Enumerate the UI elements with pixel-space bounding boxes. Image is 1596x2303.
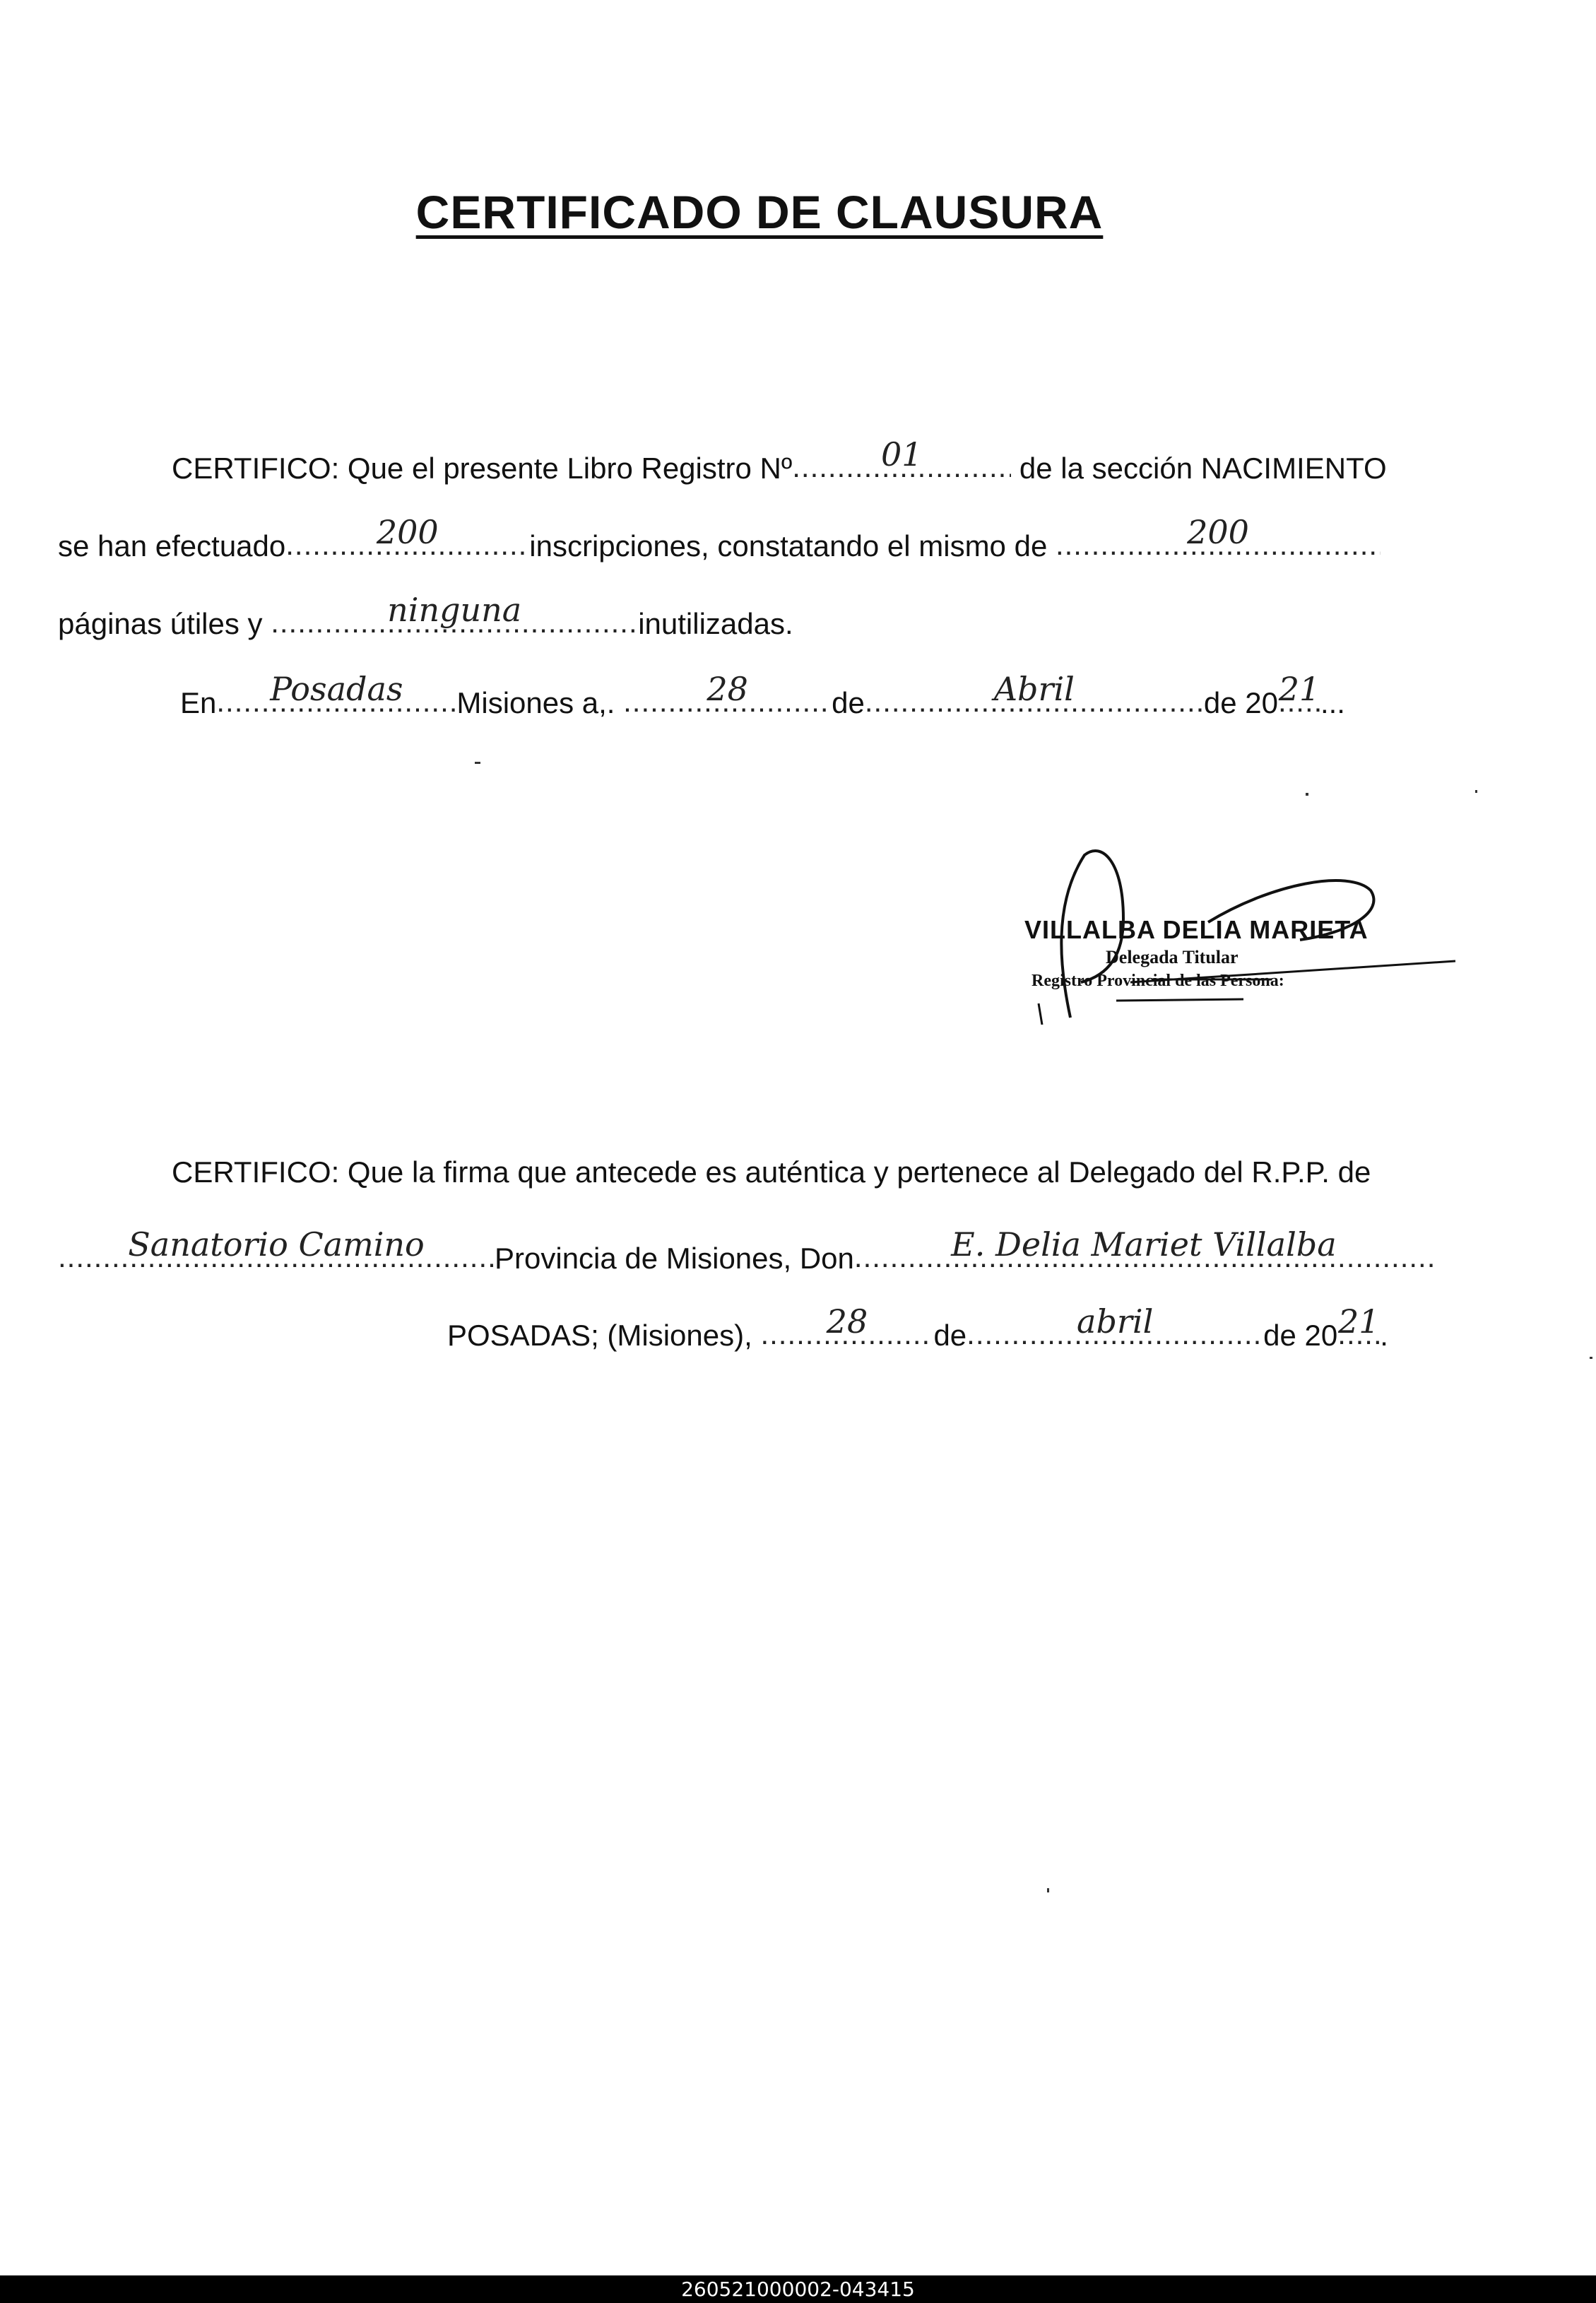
- clause1-text-f: En: [180, 686, 217, 719]
- city-handwritten: ..... Posadas: [270, 670, 403, 708]
- delegate-field: [854, 1225, 1434, 1272]
- clause1-text-c: inscripciones, constatando el mismo de: [529, 529, 1048, 563]
- day-handwritten: ..... 28: [707, 670, 748, 708]
- clause2-text-a2: Provincia de Misiones, Don: [495, 1242, 854, 1275]
- city-field: [216, 670, 456, 717]
- scan-speck: [475, 762, 480, 764]
- clause1-text-a: CERTIFICO: Que el presente Libro Registro Nº: [172, 452, 793, 485]
- day2-field: [760, 1302, 933, 1349]
- clause1-text-h: de: [832, 686, 865, 719]
- clause1-line4: [180, 670, 1345, 719]
- book-number-field: [792, 435, 1011, 482]
- clause1-line2: [58, 513, 1381, 563]
- official-stamp: [1017, 841, 1470, 1025]
- inscriptions-field: [285, 513, 529, 560]
- book-number-handwritten: ..... 01: [880, 435, 923, 473]
- locality-handwritten: ..... Sanatorio Camino: [128, 1225, 425, 1264]
- year-handwritten: ..... 21: [1278, 670, 1320, 708]
- clause1-text-d: páginas útiles y: [58, 607, 263, 640]
- month-field: [865, 670, 1204, 717]
- clause2-text-b: POSADAS; (Misiones),: [447, 1319, 752, 1352]
- clause1-line3: [58, 591, 793, 640]
- stamp-role: Delegada Titular: [1106, 947, 1239, 967]
- stamp-name: VILLALBA DELIA MARIETA: [1024, 915, 1369, 944]
- pages-handwritten: ..... 200: [1187, 513, 1249, 551]
- scan-speck: [1306, 793, 1308, 796]
- clause1-text-g: Misiones a,.: [456, 686, 615, 719]
- scan-speck: [1047, 1888, 1049, 1892]
- month2-field: [967, 1302, 1263, 1349]
- clause1-text-b: de la sección NACIMIENTO: [1019, 452, 1387, 485]
- clause1-line1: [172, 435, 1387, 485]
- stamp-office: Registro Provincial de las Persona:: [1032, 972, 1284, 990]
- scan-speck: [1590, 1357, 1592, 1359]
- pages-field: [1056, 513, 1381, 560]
- clause2-line1: CERTIFICO: Que la firma que antecede es auténtica y pertenece al Delegado del R.P.P. de: [172, 1155, 1371, 1189]
- clause1-text-e: inutilizadas.: [638, 607, 793, 640]
- inscriptions-handwritten: ..... 200: [376, 513, 439, 551]
- locality-field: [58, 1225, 495, 1272]
- clause2-text-a: se han efectuado: [58, 529, 286, 563]
- year2-field: [1337, 1302, 1380, 1349]
- clause2-text-c: de: [933, 1319, 967, 1352]
- document-title: CERTIFICADO DE CLAUSURA: [415, 186, 1104, 238]
- clause2-text-d: de 20: [1263, 1319, 1338, 1352]
- day2-handwritten: ..... 28: [826, 1302, 868, 1341]
- delegate-handwritten: ..... E. Delia Mariet Villalba: [951, 1225, 1337, 1264]
- day-field: [623, 670, 832, 717]
- clause1-text-j: ...: [1320, 686, 1345, 719]
- clause2-line3: [447, 1302, 1388, 1352]
- clause2-line2: [58, 1225, 1434, 1275]
- unused-field: [271, 591, 638, 637]
- year-field: [1278, 670, 1320, 717]
- unused-handwritten: ..... ninguna: [387, 591, 522, 629]
- clause2-text-e: .: [1380, 1319, 1388, 1352]
- month-handwritten: ..... Abril: [993, 670, 1075, 708]
- clause1-text-i: de 20: [1203, 686, 1278, 719]
- year2-handwritten: ..... 21: [1338, 1302, 1380, 1341]
- scan-speck: [1475, 790, 1477, 793]
- scan-id-footer: 260521000002-043415: [0, 2275, 1596, 2303]
- month2-handwritten: ..... abril: [1077, 1302, 1154, 1341]
